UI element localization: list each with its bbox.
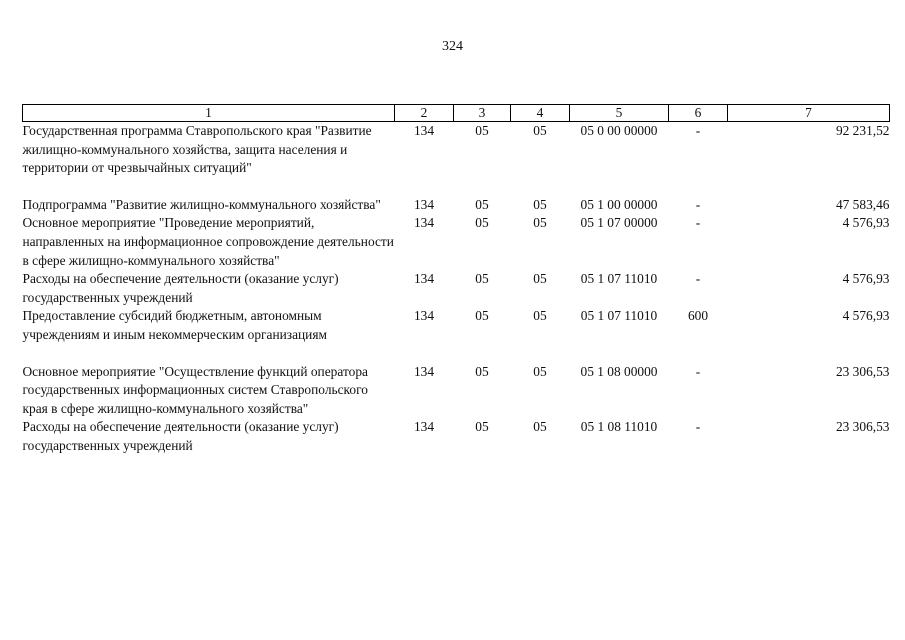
table-row xyxy=(23,196,890,215)
row-amount: 4 576,93 xyxy=(842,271,890,287)
header-cell-3: 3 xyxy=(454,105,511,122)
row-code-5: 05 1 08 00000 xyxy=(580,363,658,379)
row-code-4: 05 xyxy=(533,308,547,324)
row-code-4: 05 xyxy=(533,363,547,379)
row-code-2: 134 xyxy=(413,308,435,324)
row-code-2: 134 xyxy=(413,215,435,231)
table-row xyxy=(23,270,890,307)
row-code-5: 05 0 00 00000 xyxy=(580,123,658,138)
row-code-6: 600 xyxy=(687,308,709,324)
row-code-2: 134 xyxy=(413,123,435,138)
table-row xyxy=(23,363,890,419)
row-code-3: 05 xyxy=(475,308,489,324)
row-code-6: - xyxy=(695,123,701,138)
row-code-6: - xyxy=(695,271,701,287)
header-cell-4: 4 xyxy=(511,105,570,122)
header-cell-1: 1 xyxy=(23,105,395,122)
table-row xyxy=(23,418,890,455)
row-name: Государственная программа Ставропольского края "Развитие жилищно-коммунального хозяйства, защита населения и территории от чрезвычайных ситуаций" xyxy=(22,123,372,176)
page-number: 324 xyxy=(442,39,463,54)
row-amount: 47 583,46 xyxy=(835,196,890,212)
row-amount: 23 306,53 xyxy=(835,363,890,379)
table-row xyxy=(23,122,890,196)
row-amount: 4 576,93 xyxy=(842,308,890,324)
budget-table xyxy=(22,104,890,456)
row-code-2: 134 xyxy=(413,419,435,435)
row-code-5: 05 1 08 11010 xyxy=(580,419,658,435)
row-name: Расходы на обеспечение деятельности (оказание услуг) государственных учреждений xyxy=(22,271,339,305)
header-cell-5: 5 xyxy=(570,105,669,122)
header-cell-7: 7 xyxy=(728,105,890,122)
row-code-6: - xyxy=(695,215,701,231)
row-name: Основное мероприятие "Осуществление функций оператора государственных информационных систем Ставропольского края в сфере жилищно-коммунального хозяйства" xyxy=(22,363,368,416)
row-amount: 23 306,53 xyxy=(835,419,890,435)
row-name: Расходы на обеспечение деятельности (оказание услуг) государственных учреждений xyxy=(22,419,339,453)
row-code-2: 134 xyxy=(413,196,435,212)
row-amount: 4 576,93 xyxy=(842,215,890,231)
row-name: Подпрограмма "Развитие жилищно-коммунального хозяйства" xyxy=(22,196,381,212)
row-code-2: 134 xyxy=(413,271,435,287)
row-code-5: 05 1 00 00000 xyxy=(580,196,658,212)
row-code-3: 05 xyxy=(475,271,489,287)
table-row xyxy=(23,214,890,270)
row-code-5: 05 1 07 11010 xyxy=(580,308,658,324)
row-code-4: 05 xyxy=(533,123,547,138)
row-amount: 92 231,52 xyxy=(835,123,890,138)
row-code-4: 05 xyxy=(533,196,547,212)
row-code-3: 05 xyxy=(475,419,489,435)
row-name: Предоставление субсидий бюджетным, автономным учреждениям и иным некоммерческим организациям xyxy=(22,308,327,342)
row-code-3: 05 xyxy=(475,123,489,138)
header-cell-6: 6 xyxy=(669,105,728,122)
row-code-4: 05 xyxy=(533,419,547,435)
row-code-6: - xyxy=(695,196,701,212)
row-code-6: - xyxy=(695,363,701,379)
table-row xyxy=(23,307,890,362)
row-code-3: 05 xyxy=(475,363,489,379)
header-cell-2: 2 xyxy=(395,105,454,122)
row-code-5: 05 1 07 00000 xyxy=(580,215,658,231)
row-name: Основное мероприятие "Проведение мероприятий, направленных на информационное сопровождение деятельности в сфере жилищно-коммунального хозяйства" xyxy=(22,215,394,268)
row-code-4: 05 xyxy=(533,215,547,231)
row-code-3: 05 xyxy=(475,196,489,212)
row-code-2: 134 xyxy=(413,363,435,379)
row-code-3: 05 xyxy=(475,215,489,231)
header-row xyxy=(23,105,890,122)
row-code-6: - xyxy=(695,419,701,435)
row-code-5: 05 1 07 11010 xyxy=(580,271,658,287)
row-code-4: 05 xyxy=(533,271,547,287)
